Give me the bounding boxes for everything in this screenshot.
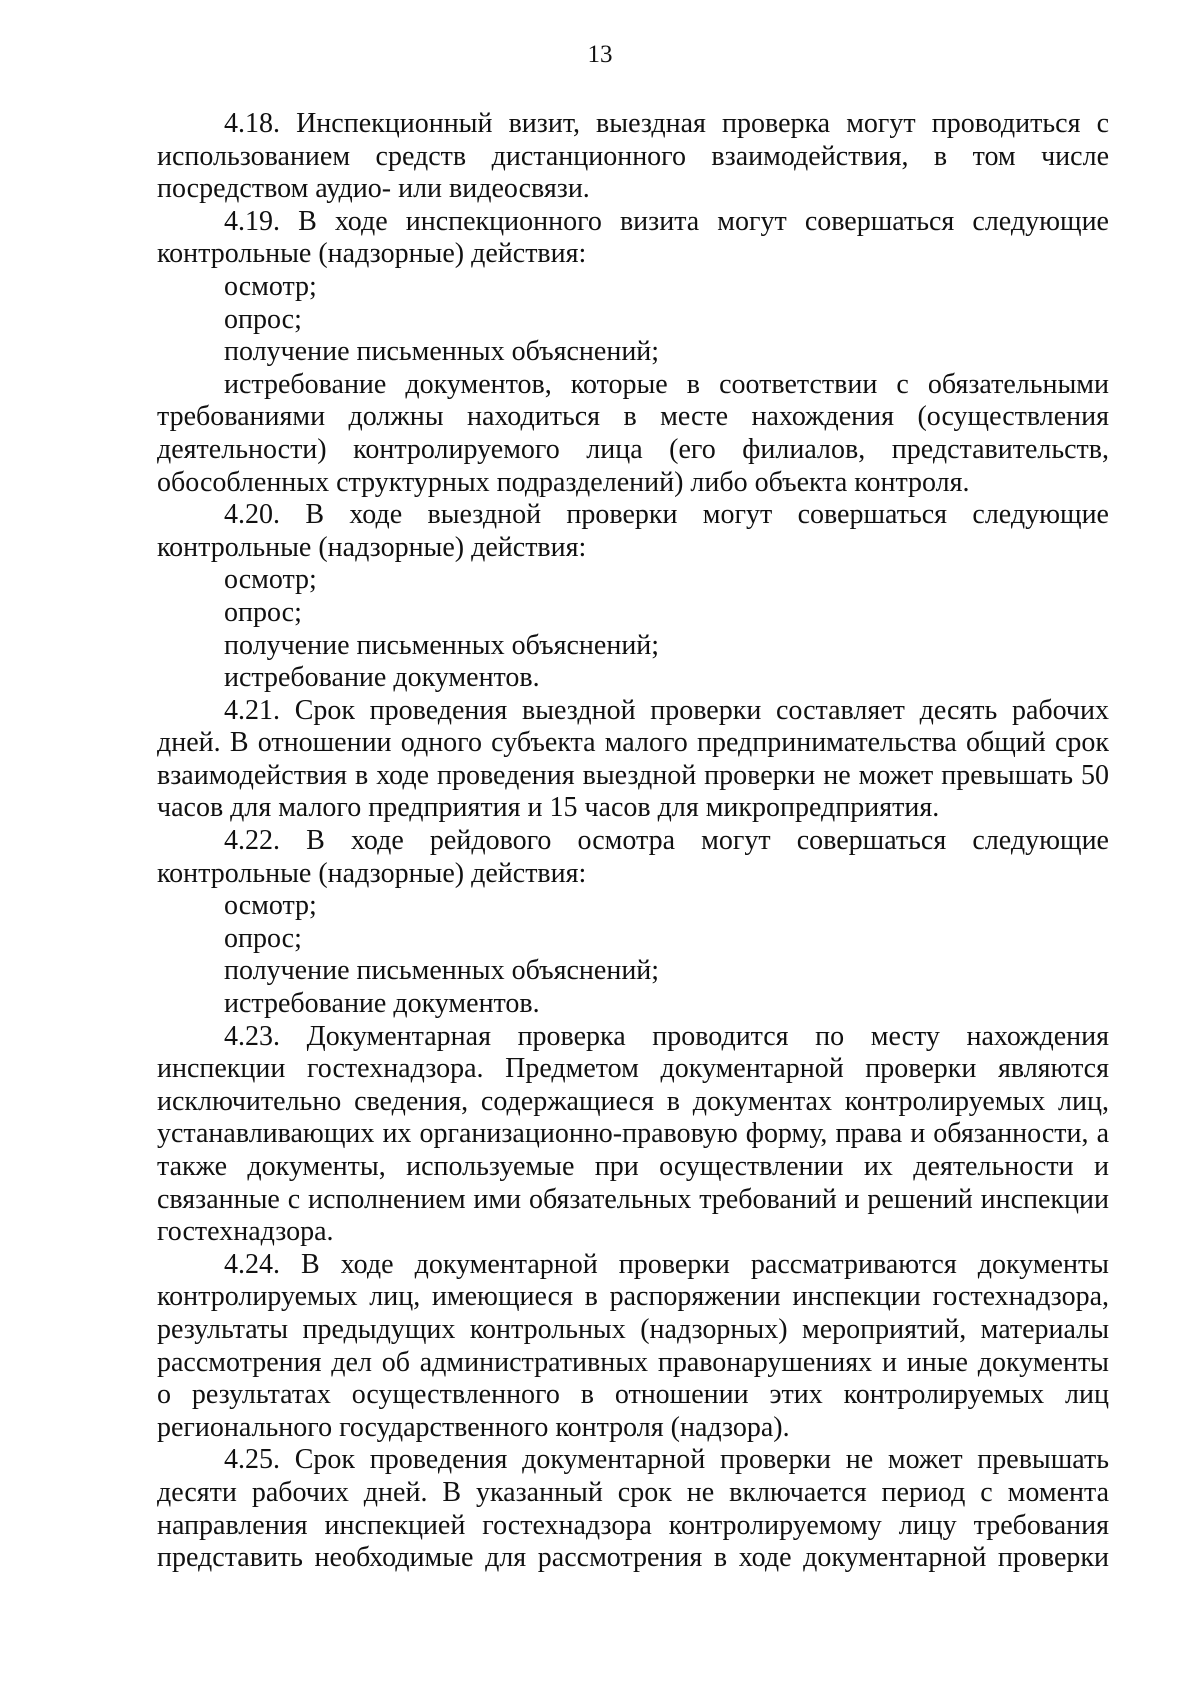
paragraph-4-24: 4.24. В ходе документарной проверки рассматриваются документы контролируемых лиц, имеющиеся в распоряжении инспекции гостехнадзора, результаты предыдущих контрольных (надзорных) мероприятий, материалы рассмотрения дел об административных правонарушениях и иные документы о результатах осуществленного в отношении этих контролируемых лиц регионального государственного контроля (надзора). <box>157 1248 1109 1443</box>
list-item: получение письменных объяснений; <box>224 629 660 661</box>
list-item-documents-request: истребование документов, которые в соответствии с обязательными требованиями должны находиться в месте нахождения (осуществления деятельности) контролируемого лица (его филиалов, представительств, обособленных структурных подразделений) либо объекта контроля. <box>157 368 1109 498</box>
paragraph-4-23: 4.23. Документарная проверка проводится по месту нахождения инспекции гостехнадзора. Предметом документарной проверки являются исключительно сведения, содержащиеся в документах контролируемых лиц, устанавливающих их организационно-правовую форму, права и обязанности, а также документы, используемые при осуществлении их деятельности и связанные с исполнением ими обязательных требований и решений инспекции гостехнадзора. <box>157 1020 1109 1248</box>
paragraph-4-22: 4.22. В ходе рейдового осмотра могут совершаться следующие контрольные (надзорные) действия: <box>157 825 1109 889</box>
list-item: опрос; <box>224 596 302 628</box>
list-item: опрос; <box>224 922 302 954</box>
list-item: истребование документов. <box>224 662 540 694</box>
paragraph-4-25: 4.25. Срок проведения документарной проверки не может превышать десяти рабочих дней. В указанный срок не включается период с момента направления инспекцией гостехнадзора контролируемому лицу требования представить необходимые для рассмотрения в ходе документарной проверки <box>157 1444 1109 1574</box>
paragraph-4-20: 4.20. В ходе выездной проверки могут совершаться следующие контрольные (надзорные) действия: <box>157 499 1109 563</box>
list-item: получение письменных объяснений; <box>224 336 660 368</box>
list-item: осмотр; <box>224 890 317 922</box>
paragraph-4-21: 4.21. Срок проведения выездной проверки составляет десять рабочих дней. В отношении одного субъекта малого предпринимательства общий срок взаимодействия в ходе проведения выездной проверки не может превышать 50 часов для малого предприятия и 15 часов для микропредприятия. <box>157 694 1109 824</box>
list-item: получение письменных объяснений; <box>224 955 660 987</box>
page-number: 13 <box>587 41 613 68</box>
list-item: истребование документов. <box>224 988 540 1020</box>
paragraph-4-18: 4.18. Инспекционный визит, выездная проверка могут проводиться с использованием средств дистанционного взаимодействия, в том числе посредством аудио- или видеосвязи. <box>157 108 1109 205</box>
list-item: осмотр; <box>224 270 317 302</box>
list-item: осмотр; <box>224 564 317 596</box>
document-body <box>157 108 1109 1575</box>
paragraph-4-19: 4.19. В ходе инспекционного визита могут совершаться следующие контрольные (надзорные) действия: <box>157 205 1109 270</box>
list-item: опрос; <box>224 303 302 335</box>
